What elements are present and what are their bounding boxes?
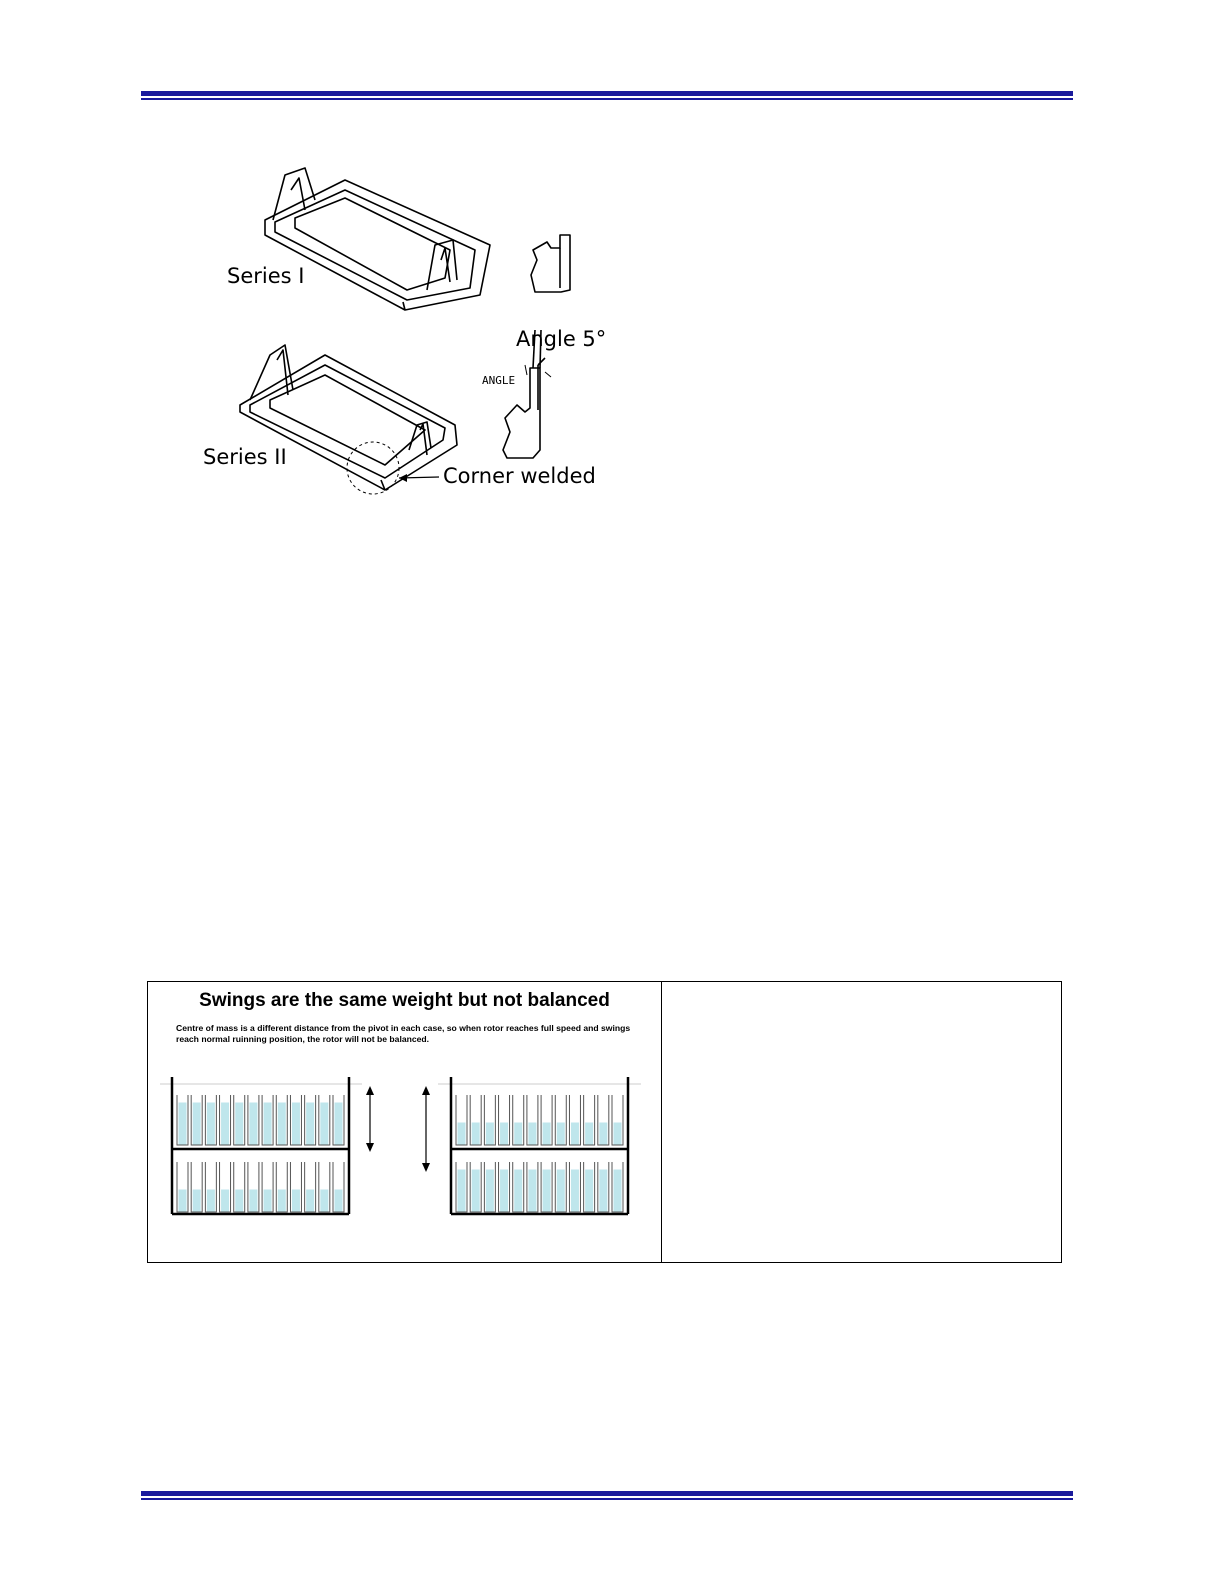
left-swing-bottom-tube	[205, 1162, 216, 1212]
slide-cell	[148, 982, 662, 1262]
left-swing-bottom-tube	[234, 1162, 245, 1212]
right-swing-bottom-tube	[598, 1162, 609, 1212]
left-swing-top-tube	[305, 1095, 316, 1145]
angle-label: Angle 5°	[516, 327, 607, 351]
left-swing-bottom-tube	[333, 1162, 344, 1212]
left-swing-top-tube	[248, 1095, 259, 1145]
left-swing-top-tube	[319, 1095, 330, 1145]
right-swing-top-tube	[569, 1095, 580, 1145]
series-one-tray-drawing	[265, 168, 490, 310]
right-swing-bottom-tube	[513, 1162, 524, 1212]
left-swing-bottom-tube	[262, 1162, 273, 1212]
slide-caption: Centre of mass is a different distance from the pivot in each case, so when rotor reaches full speed and swings reach normal ruinning position, the rotor will not be balanced.	[176, 1023, 631, 1044]
right-swing-top-tube	[499, 1095, 510, 1145]
left-swing-top-tube	[276, 1095, 287, 1145]
left-swing-bucket	[172, 1077, 349, 1214]
right-swing-top-tube	[584, 1095, 595, 1145]
left-swing-bottom-tube	[248, 1162, 259, 1212]
right-swing-top-tube	[555, 1095, 566, 1145]
left-swing-top-tube	[262, 1095, 273, 1145]
right-swing-top-tube	[598, 1095, 609, 1145]
slide-title: Swings are the same weight but not balanced	[199, 990, 610, 1011]
right-swing-bottom-tube	[569, 1162, 580, 1212]
left-swing-top-tube	[191, 1095, 202, 1145]
series-one-profile-drawing	[531, 235, 570, 292]
right-swing-top-tube	[612, 1095, 623, 1145]
right-swing-top-tube	[484, 1095, 495, 1145]
right-swing-bottom-tube	[499, 1162, 510, 1212]
left-swing-bottom-tube	[305, 1162, 316, 1212]
series-one-label: Series I	[227, 264, 305, 288]
right-swing-bottom-tube	[527, 1162, 538, 1212]
right-swing-top-tube	[470, 1095, 481, 1145]
right-swing-bottom-tube	[541, 1162, 552, 1212]
left-swing-top-tube	[205, 1095, 216, 1145]
right-swing-top-tube	[541, 1095, 552, 1145]
left-swing-top-tube	[290, 1095, 301, 1145]
angle-small-label: ANGLE	[482, 374, 516, 387]
left-swing-top-tube	[333, 1095, 344, 1145]
left-swing-bottom-tube	[290, 1162, 301, 1212]
right-swing-top-tube	[456, 1095, 467, 1145]
left-swing-bottom-tube	[220, 1162, 231, 1212]
right-swing-bottom-tube	[456, 1162, 467, 1212]
right-swing-bottom-tube	[555, 1162, 566, 1212]
right-swing-top-tube	[527, 1095, 538, 1145]
left-swing-top-tube	[234, 1095, 245, 1145]
left-swing-top-tube	[220, 1095, 231, 1145]
left-swing-bottom-tube	[177, 1162, 188, 1212]
footer-rule	[141, 1491, 1073, 1500]
header-rule	[141, 91, 1073, 100]
right-swing-bottom-tube	[612, 1162, 623, 1212]
right-swing-bottom-tube	[484, 1162, 495, 1212]
left-swing-top-tube	[177, 1095, 188, 1145]
right-swing-bottom-tube	[470, 1162, 481, 1212]
right-swing-bucket	[451, 1077, 628, 1214]
left-swing-bottom-tube	[319, 1162, 330, 1212]
series-two-label: Series II	[203, 445, 287, 469]
corner-welded-label: Corner welded	[443, 464, 596, 488]
right-swing-bottom-tube	[584, 1162, 595, 1212]
right-swing-top-tube	[513, 1095, 524, 1145]
left-swing-bottom-tube	[191, 1162, 202, 1212]
slide-table	[147, 981, 1062, 1263]
left-swing-bottom-tube	[276, 1162, 287, 1212]
